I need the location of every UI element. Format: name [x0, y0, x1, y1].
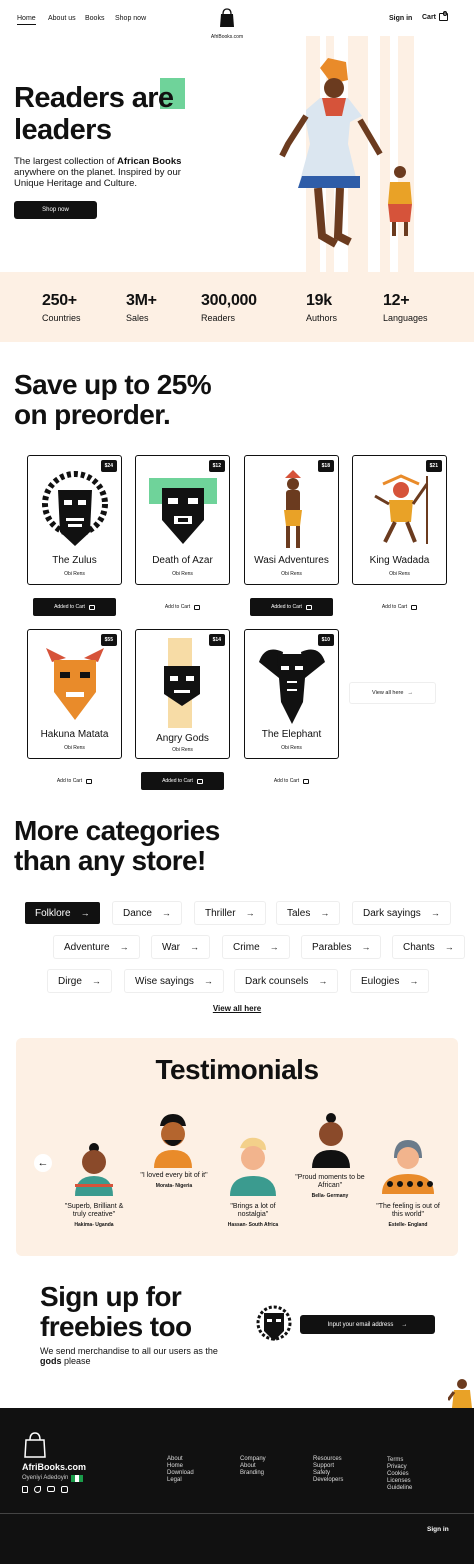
hero-title-line2: leaders: [14, 114, 112, 146]
stat-label: Languages: [383, 313, 428, 323]
price-badge: $18: [318, 460, 334, 472]
arrow-right-icon: →: [161, 908, 171, 918]
nav-about-link[interactable]: About us: [48, 15, 76, 22]
book-title: The Elephant: [261, 729, 322, 740]
book-author: Obi Rens: [281, 745, 302, 751]
price-badge: $55: [101, 634, 117, 646]
categories-heading: [14, 816, 220, 876]
arrow-right-icon: →: [189, 942, 199, 952]
testimonial-author: Hassan- South Africa: [227, 1222, 279, 1228]
book-author: Obi Rens: [389, 571, 410, 577]
cart-button-label: Add to Cart: [164, 604, 191, 610]
stat-value: 19k: [306, 292, 332, 309]
cart-button-label: Added to Cart: [271, 604, 302, 610]
carousel-prev-button[interactable]: [34, 1154, 52, 1172]
chip-label: Tales: [287, 907, 311, 919]
footer-link[interactable]: Legal: [167, 1477, 182, 1483]
testimonial-item: [58, 1203, 130, 1228]
shopping-bag-icon: [24, 1432, 46, 1458]
chip-label: Folklore: [35, 907, 71, 919]
tribal-mask-icon: [158, 484, 208, 546]
hero-illustration: [276, 36, 436, 272]
book-card[interactable]: [244, 455, 339, 585]
book-card[interactable]: [27, 455, 122, 585]
footer-link[interactable]: About: [167, 1456, 183, 1462]
hero-title: [14, 82, 173, 146]
chip-label: Dance: [123, 907, 152, 919]
book-author: Obi Rens: [172, 747, 193, 753]
stat-label: Authors: [306, 313, 338, 323]
chip-label: Wise sayings: [135, 975, 194, 987]
category-chip-dark-counsels[interactable]: [235, 970, 337, 992]
footer-author: [22, 1475, 83, 1482]
footer-link[interactable]: Guideline: [387, 1485, 413, 1491]
shopping-bag-icon: [219, 8, 235, 28]
stat-authors: [306, 292, 337, 323]
arrow-right-icon: →: [409, 976, 419, 986]
testimonial-author: Morata- Nigeria: [155, 1183, 193, 1189]
stat-label: Sales: [126, 313, 149, 323]
cart-button[interactable]: [422, 13, 448, 21]
added-to-cart-button[interactable]: [33, 598, 116, 616]
chip-label: Dark counsels: [245, 975, 309, 987]
chip-label: Dirge: [58, 975, 82, 987]
category-chip-parables[interactable]: [302, 936, 380, 958]
price-badge: $21: [426, 460, 442, 472]
add-to-cart-button[interactable]: [141, 598, 224, 616]
testimonial-item: [138, 1172, 210, 1189]
testimonial-author: Bella- Germany: [311, 1193, 349, 1199]
nav-books-link[interactable]: Books: [85, 15, 105, 22]
stat-label: Readers: [201, 313, 236, 323]
footer-signin-link[interactable]: Sign in: [427, 1526, 449, 1533]
arrow-right-icon: →: [91, 976, 101, 986]
dancer-figure-icon: [371, 474, 431, 548]
book-title: Angry Gods: [156, 733, 209, 744]
avatar: [380, 1138, 436, 1194]
social-links: [22, 1486, 68, 1493]
footer-link[interactable]: Home: [167, 1463, 184, 1469]
category-chip-eulogies[interactable]: [351, 970, 428, 992]
twitter-icon[interactable]: [34, 1486, 41, 1493]
category-chip-wise-sayings[interactable]: [125, 970, 223, 992]
facebook-icon[interactable]: [22, 1486, 28, 1493]
footer-link[interactable]: About: [240, 1463, 256, 1469]
book-card[interactable]: [352, 455, 447, 585]
arrow-right-icon: →: [80, 908, 90, 918]
top-nav: [0, 0, 474, 40]
categories-heading-line2: than any store!: [14, 845, 206, 876]
book-title: Hakuna Matata: [40, 729, 109, 740]
elephant-mask-icon: [257, 642, 327, 726]
hero-desc-bold: African Books: [116, 156, 182, 167]
testimonial-quote: "Proud moments to be African": [295, 1174, 365, 1189]
book-card[interactable]: [244, 629, 339, 759]
cart-button-label: Added to Cart: [162, 778, 193, 784]
preorder-heading: [14, 370, 211, 430]
footer-column-legal: [387, 1457, 412, 1492]
nav-signin-link[interactable]: Sign in: [389, 15, 413, 22]
book-author: Obi Rens: [64, 745, 85, 751]
signup-description: [40, 1346, 230, 1366]
cart-icon: [306, 605, 312, 610]
avatar: [150, 1112, 196, 1168]
email-signup-button[interactable]: [300, 1315, 435, 1334]
added-to-cart-button[interactable]: [141, 772, 224, 790]
hero-desc-pre: The largest collection of: [14, 156, 117, 167]
cart-button-label: Add to Cart: [273, 778, 300, 784]
testimonial-author: Estelle- England: [388, 1222, 428, 1228]
warrior-figure-icon: [277, 470, 309, 552]
avatar: [308, 1112, 354, 1168]
signup-desc-pre: We send merchandise to all our users as the: [40, 1346, 218, 1356]
arrow-right-icon: →: [444, 942, 454, 952]
signup-desc-bold: gods: [40, 1356, 62, 1366]
footer-link[interactable]: Terms: [387, 1457, 404, 1463]
arrow-right-icon: →: [320, 908, 330, 918]
testimonial-item: [372, 1203, 444, 1228]
footer-link[interactable]: Branding: [240, 1470, 265, 1476]
view-all-label: View all here: [372, 690, 404, 696]
category-chip-crime[interactable]: [223, 936, 289, 958]
book-card[interactable]: [135, 455, 230, 585]
tribal-mask-icon: [160, 664, 204, 708]
nav-shop-link[interactable]: Shop now: [115, 15, 147, 22]
book-card[interactable]: [27, 629, 122, 759]
category-chip-dance[interactable]: [113, 902, 181, 924]
stat-label: Countries: [42, 313, 81, 323]
footer-column-resources: [313, 1456, 343, 1484]
stat-languages: [383, 292, 428, 323]
cart-button-label: Add to Cart: [381, 604, 408, 610]
signup-heading-line1: Sign up for: [40, 1281, 182, 1312]
avatar: [226, 1134, 280, 1196]
category-chip-chants[interactable]: [393, 936, 464, 958]
hero-description: [14, 156, 194, 189]
youtube-icon[interactable]: [47, 1486, 55, 1492]
footer-link[interactable]: Download: [167, 1470, 194, 1476]
arrow-right-icon: →: [269, 942, 279, 952]
cart-icon: [411, 605, 417, 610]
book-title: King Wadada: [369, 555, 430, 566]
cart-icon: [86, 779, 92, 784]
tribal-mask-icon: [42, 470, 108, 548]
categories-heading-line1: More categories: [14, 815, 220, 846]
email-input-label: Input your email address: [327, 1321, 394, 1328]
hero-desc-post: anywhere on the planet. Inspired by our Unique Heritage and Culture.: [14, 167, 181, 189]
shop-now-label: Shop now: [42, 207, 69, 213]
category-chip-war[interactable]: [152, 936, 209, 958]
add-to-cart-button[interactable]: [358, 598, 441, 616]
dancer-figure-icon: [448, 1378, 474, 1408]
cart-label: Cart: [422, 13, 437, 21]
footer-link[interactable]: Resources: [313, 1456, 342, 1462]
price-badge: $14: [209, 634, 225, 646]
footer-divider: [0, 1513, 474, 1514]
testimonial-item: [217, 1203, 289, 1228]
footer-link[interactable]: Privacy: [387, 1464, 407, 1470]
signup-heading-line2: freebies too: [40, 1311, 192, 1342]
arrow-right-icon: →: [430, 908, 440, 918]
arrow-right-icon: →: [401, 1321, 408, 1328]
footer-link[interactable]: Cookies: [387, 1471, 409, 1477]
cart-icon: [89, 605, 95, 610]
category-chip-tales[interactable]: [277, 902, 339, 924]
testimonial-author: Hakima- Uganda: [74, 1222, 114, 1228]
arrow-right-icon: →: [245, 908, 255, 918]
footer-link[interactable]: Developers: [313, 1477, 344, 1483]
footer-link[interactable]: Company: [240, 1456, 266, 1462]
book-author: Obi Rens: [64, 571, 85, 577]
chip-label: Parables: [312, 941, 352, 953]
book-card[interactable]: [135, 629, 230, 759]
cart-icon: [197, 779, 203, 784]
testimonial-quote: "I loved every bit of it": [140, 1172, 208, 1179]
signup-desc-post: please: [61, 1356, 91, 1366]
nigeria-flag-icon: [71, 1475, 83, 1482]
footer-column-about: [167, 1456, 194, 1484]
arrow-right-icon: →: [203, 976, 213, 986]
add-to-cart-button[interactable]: [33, 772, 116, 790]
category-chip-adventure[interactable]: [54, 936, 139, 958]
stat-value: 300,000: [201, 292, 257, 309]
preorder-heading-line1: Save up to 25%: [14, 369, 212, 400]
category-chip-dark-sayings[interactable]: [353, 902, 450, 924]
nav-home-link[interactable]: Home: [17, 15, 36, 25]
chip-label: Eulogies: [361, 975, 400, 987]
stat-value: 250+: [42, 292, 77, 309]
chip-label: Thriller: [205, 907, 236, 919]
cart-icon: [194, 605, 200, 610]
signup-heading: [40, 1282, 192, 1342]
footer-author-name: Oyeniyi Adedoyin: [22, 1475, 69, 1481]
testimonial-quote: "Superb, Brilliant & truly creative": [64, 1203, 124, 1218]
arrow-left-icon: ←: [37, 1157, 49, 1169]
testimonial-quote: "The feeling is out of this world": [376, 1203, 440, 1218]
hero-title-line1: Readers are: [14, 82, 174, 114]
chip-label: War: [162, 941, 180, 953]
category-chip-folklore[interactable]: [25, 902, 100, 924]
cart-button-label: Add to Cart: [56, 778, 83, 784]
tribal-mask-icon: [256, 1305, 292, 1343]
testimonials-heading: Testimonials: [155, 1054, 319, 1085]
add-to-cart-button[interactable]: [250, 772, 333, 790]
book-author: Obi Rens: [281, 571, 302, 577]
shop-now-button[interactable]: [14, 201, 97, 219]
footer: [0, 1408, 474, 1564]
book-title: Wasi Adventures: [254, 555, 329, 566]
book-title: Death of Azar: [152, 555, 213, 566]
view-all-categories-link[interactable]: View all here: [212, 1004, 262, 1013]
chip-label: Adventure: [64, 941, 110, 953]
chip-label: Chants: [403, 941, 435, 953]
testimonial-item: [294, 1174, 366, 1199]
brand-name: AfriBooks.com: [210, 34, 244, 40]
price-badge: $10: [318, 634, 334, 646]
footer-column-company: [240, 1456, 266, 1477]
chip-label: Crime: [233, 941, 260, 953]
footer-brand: AfriBooks.com: [22, 1462, 87, 1472]
price-badge: $12: [209, 460, 225, 472]
footer-link[interactable]: Support: [313, 1463, 335, 1469]
brand-logo[interactable]: [207, 8, 247, 40]
cart-count-badge: 0: [444, 11, 447, 16]
preorder-heading-line2: on preorder.: [14, 399, 171, 430]
stat-countries: [42, 292, 81, 323]
added-to-cart-button[interactable]: [250, 598, 333, 616]
tribal-mask-icon: [44, 646, 106, 724]
book-author: Obi Rens: [172, 571, 193, 577]
footer-link[interactable]: Licenses: [387, 1478, 411, 1484]
cart-button-label: Added to Cart: [54, 604, 85, 610]
instagram-icon[interactable]: [61, 1486, 68, 1493]
footer-link[interactable]: Safety: [313, 1470, 331, 1476]
stat-readers: [201, 292, 257, 323]
category-chip-thriller[interactable]: [195, 902, 265, 924]
price-badge: $24: [101, 460, 117, 472]
view-all-books-button[interactable]: [350, 683, 435, 703]
chip-label: Dark sayings: [363, 907, 421, 919]
book-title: The Zulus: [52, 555, 97, 566]
testimonial-quote: "Brings a lot of nostalgia": [230, 1203, 276, 1218]
category-chip-dirge[interactable]: [48, 970, 111, 992]
stat-value: 12+: [383, 292, 410, 309]
arrow-right-icon: →: [361, 942, 371, 952]
arrow-right-icon: →: [407, 690, 413, 696]
cart-icon: [303, 779, 309, 784]
stat-sales: [126, 292, 157, 323]
avatar: [71, 1140, 117, 1196]
arrow-right-icon: →: [318, 976, 328, 986]
arrow-right-icon: →: [119, 942, 129, 952]
stat-value: 3M+: [126, 292, 157, 309]
